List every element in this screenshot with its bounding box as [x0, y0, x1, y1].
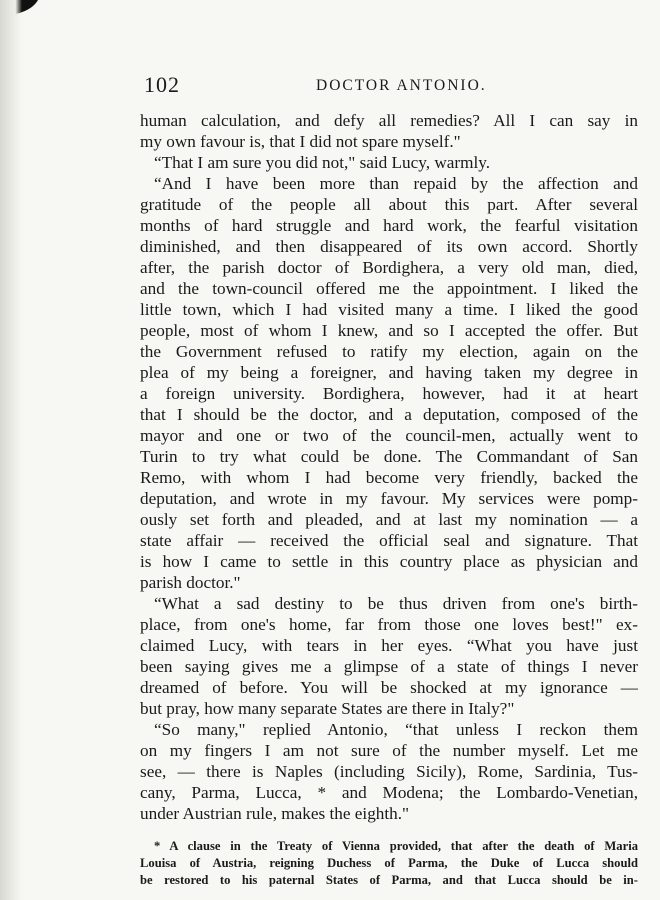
- text-line: deputation, and wrote in my favour. My services were pomp-: [140, 489, 638, 508]
- text-line: on my fingers I am not sure of the number myself. Let me: [140, 741, 638, 760]
- text-line: mayor and one or two of the council-men, actually went to: [140, 426, 638, 445]
- paragraph: [140, 110, 638, 152]
- paragraph: [140, 152, 638, 173]
- footnote-line: be restored to his paternal States of Parma, and that Lucca should be in-: [140, 873, 638, 887]
- text-line: “That I am sure you did not," said Lucy, warmly.: [154, 153, 491, 172]
- text-line: dreamed of before. You will be shocked at my ignorance —: [140, 678, 638, 697]
- binding-gutter: [0, 0, 22, 900]
- book-page: [140, 72, 638, 889]
- text-line: my own favour is, that I did not spare myself.": [140, 132, 461, 151]
- text-line: Remo, with whom I had become very friendly, backed the: [140, 468, 638, 487]
- text-line: Turin to try what could be done. The Commandant of San: [140, 447, 638, 466]
- text-line: parish doctor.": [140, 573, 241, 592]
- running-head: [140, 72, 638, 100]
- text-line: claimed Lucy, with tears in her eyes. “What you have just: [140, 636, 638, 655]
- text-line: cany, Parma, Lucca, * and Modena; the Lombardo-Venetian,: [140, 783, 638, 802]
- running-title: DOCTOR ANTONIO.: [316, 77, 487, 94]
- text-line: a foreign university. Bordighera, however, had it at heart: [140, 384, 638, 403]
- text-line: little town, which I had visited many a time. I liked the good: [140, 300, 638, 319]
- text-line: the Government refused to ratify my election, again on the: [140, 342, 638, 361]
- paragraph: [140, 593, 638, 719]
- text-line: after, the parish doctor of Bordighera, a very old man, died,: [140, 258, 638, 277]
- text-line: “And I have been more than repaid by the affection and: [154, 174, 638, 193]
- text-line: gratitude of the people all about this part. After several: [140, 195, 638, 214]
- text-line: that I should be the doctor, and a deputation, composed of the: [140, 405, 638, 424]
- text-line: but pray, how many separate States are there in Italy?": [140, 699, 515, 718]
- text-line: ously set forth and pleaded, and at last my nomination — a: [140, 510, 638, 529]
- paragraph: [140, 719, 638, 824]
- footnote: [140, 838, 638, 889]
- text-line: is how I came to settle in this country place as physician and: [140, 552, 638, 571]
- text-line: place, from one's home, far from those one loves best!" ex-: [140, 615, 638, 634]
- text-line: under Austrian rule, makes the eighth.": [140, 804, 410, 823]
- footnote-line: Louisa of Austria, reigning Duchess of Parma, the Duke of Lucca should: [140, 856, 638, 870]
- text-line: human calculation, and defy all remedies? All I can say in: [140, 111, 638, 130]
- footnote-line: * A clause in the Treaty of Vienna provided, that after the death of Maria: [154, 839, 638, 853]
- text-line: diminished, and then disappeared of its own accord. Shortly: [140, 237, 638, 256]
- text-line: see, — there is Naples (including Sicily), Rome, Sardinia, Tus-: [140, 762, 638, 781]
- text-line: “What a sad destiny to be thus driven from one's birth-: [154, 594, 638, 613]
- text-line: and the town-council offered me the appointment. I liked the: [140, 279, 638, 298]
- text-line: months of hard struggle and hard work, the fearful visitation: [140, 216, 638, 235]
- text-line: plea of my being a foreigner, and having taken my degree in: [140, 363, 638, 382]
- text-line: people, most of whom I knew, and so I accepted the offer. But: [140, 321, 638, 340]
- text-line: “So many," replied Antonio, “that unless I reckon them: [154, 720, 638, 739]
- text-line: been saying gives me a glimpse of a state of things I never: [140, 657, 638, 676]
- page-number: 102: [144, 72, 180, 97]
- text-line: state affair — received the official seal and signature. That: [140, 531, 638, 550]
- paragraph: [140, 173, 638, 593]
- body-text: [140, 110, 638, 824]
